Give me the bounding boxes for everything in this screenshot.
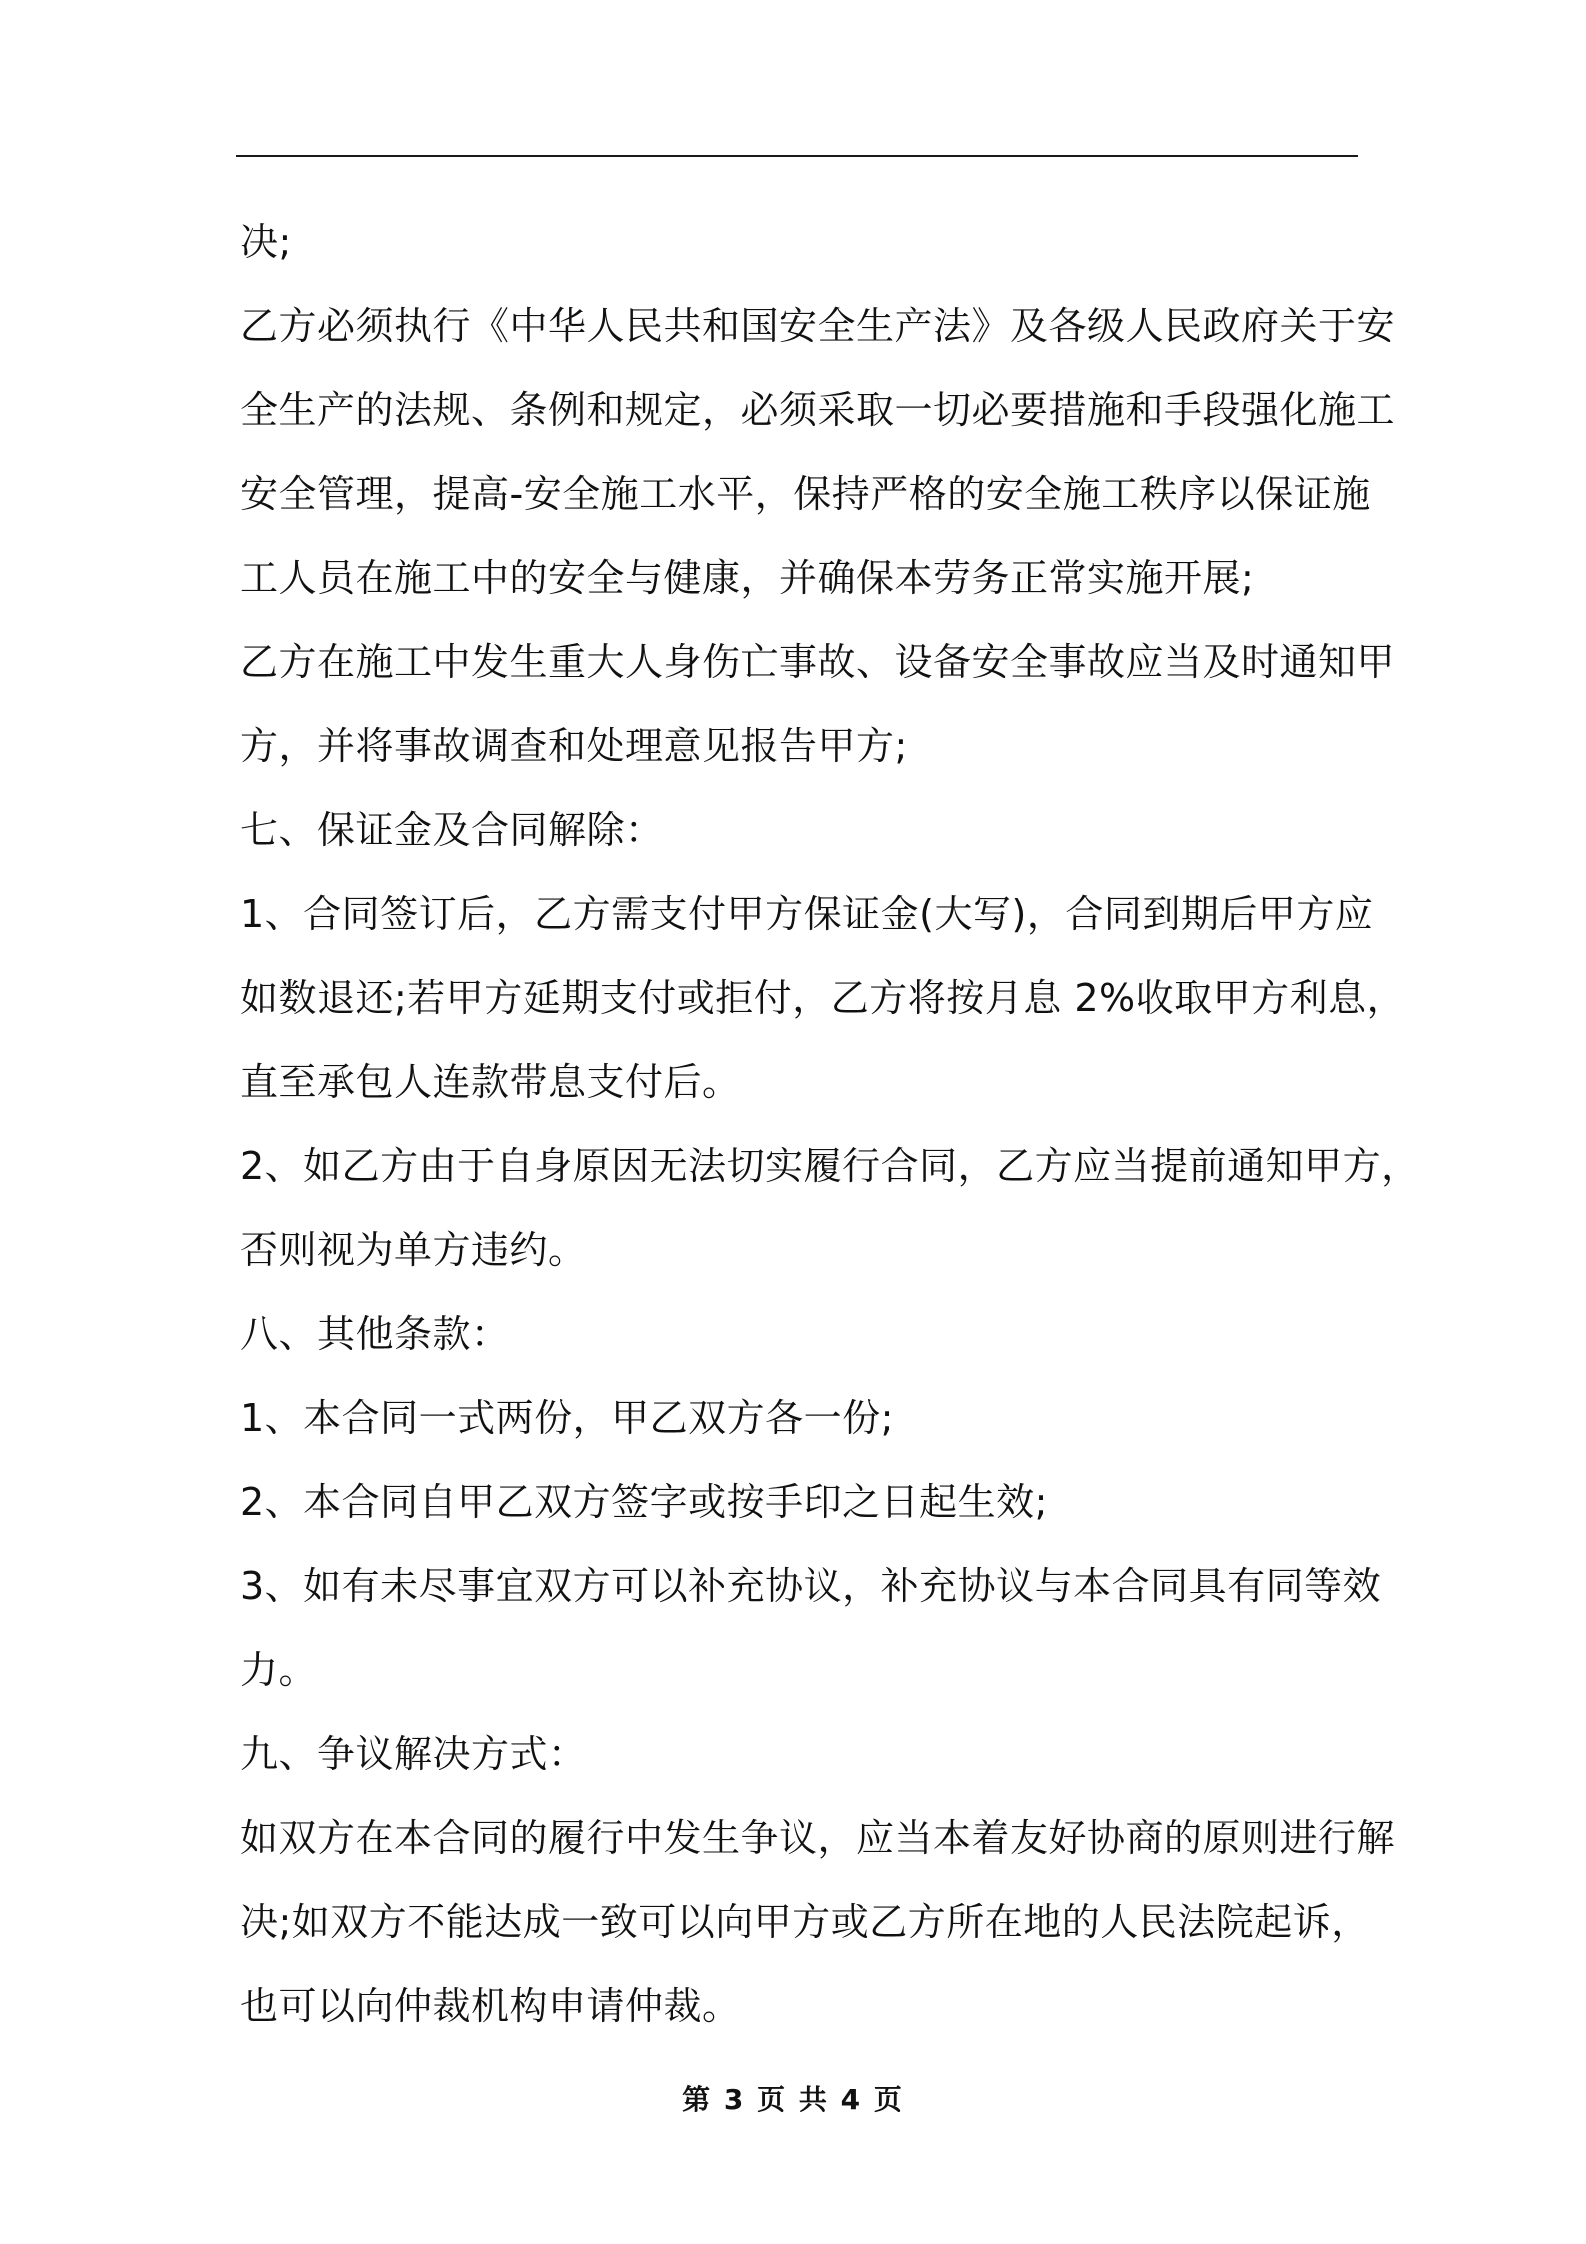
text-line: 1、本合同一式两份，甲乙双方各一份;	[240, 1396, 894, 1440]
text-line: 1、合同签订后，乙方需支付甲方保证金(大写)，合同到期后甲方应	[240, 892, 1374, 936]
text-line: 决;如双方不能达成一致可以向甲方或乙方所在地的人民法院起诉，	[240, 1900, 1370, 1944]
text-line: 直至承包人连款带息支付后。	[240, 1060, 741, 1104]
text-line: 否则视为单方违约。	[240, 1228, 587, 1272]
text-line: 工人员在施工中的安全与健康，并确保本劳务正常实施开展;	[240, 556, 1255, 600]
section-heading: 九、争议解决方式：	[240, 1732, 587, 1776]
section-heading: 七、保证金及合同解除：	[240, 808, 664, 852]
text-line: 2、本合同自甲乙双方签字或按手印之日起生效;	[240, 1480, 1048, 1524]
text-line: 2、如乙方由于自身原因无法切实履行合同，乙方应当提前通知甲方，	[240, 1144, 1420, 1188]
page-number: 第 3 页 共 4 页	[682, 2083, 904, 2116]
text-line: 也可以向仲裁机构申请仲裁。	[240, 1984, 741, 2028]
text-line: 3、如有未尽事宜双方可以补充协议，补充协议与本合同具有同等效	[240, 1564, 1382, 1608]
document-body	[240, 200, 1420, 2048]
text-line: 如双方在本合同的履行中发生争议，应当本着友好协商的原则进行解	[240, 1816, 1396, 1860]
text-line: 决;	[240, 220, 292, 264]
text-line: 力。	[240, 1648, 318, 1692]
text-line: 如数退还;若甲方延期支付或拒付，乙方将按月息 2%收取甲方利息，	[240, 976, 1406, 1020]
text-line: 安全管理，提高-安全施工水平，保持严格的安全施工秩序以保证施	[240, 472, 1371, 516]
text-line: 全生产的法规、条例和规定，必须采取一切必要措施和手段强化施工	[240, 388, 1396, 432]
text-line: 方，并将事故调查和处理意见报告甲方;	[240, 724, 908, 768]
text-line: 乙方在施工中发生重大人身伤亡事故、设备安全事故应当及时通知甲	[240, 640, 1396, 684]
header-rule	[236, 155, 1358, 157]
section-heading: 八、其他条款：	[240, 1312, 510, 1356]
text-line: 乙方必须执行《中华人民共和国安全生产法》及各级人民政府关于安	[240, 304, 1396, 348]
